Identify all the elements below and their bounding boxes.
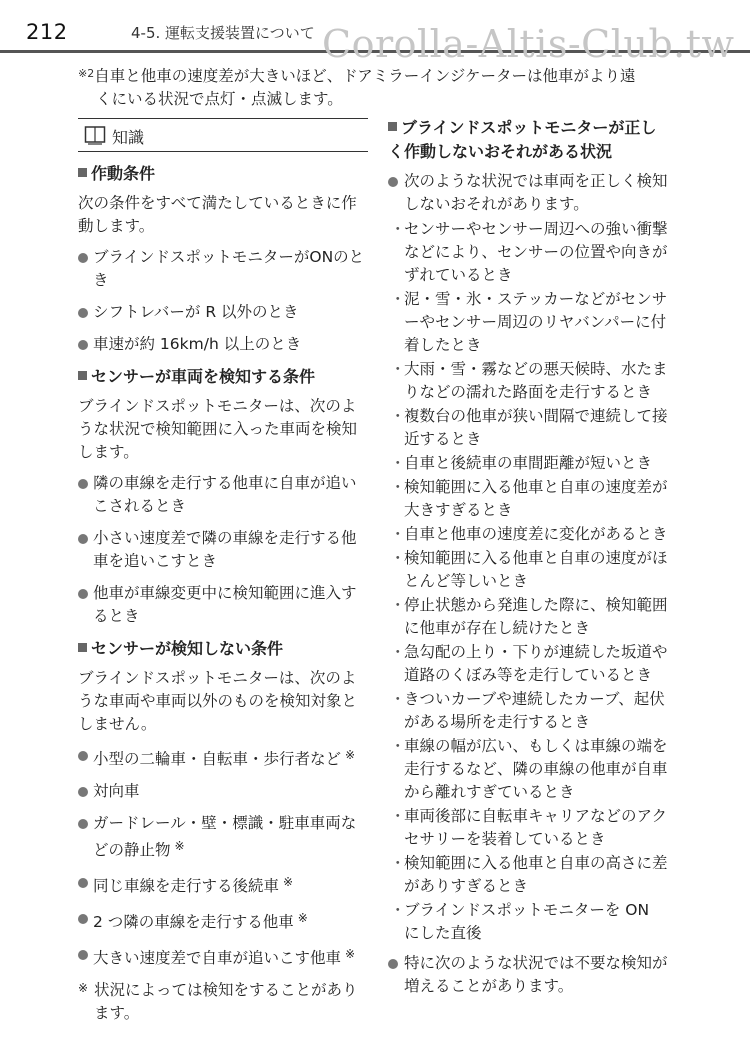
- bullet-item: [78, 333, 368, 356]
- sub-item-text: 検知範囲に入る他車と自車の速度がほとんど等しいとき: [404, 549, 668, 590]
- bullet-item: [78, 472, 368, 518]
- sub-item-marker: ・: [390, 478, 406, 496]
- sub-item-text: 車線の幅が広い、もしくは車線の端を走行するなど、隣の車線の他車が自車から離れすぎているとき: [404, 737, 668, 801]
- sub-item-text: 大雨・雪・霧などの悪天候時、水たまりなどの濡れた路面を走行するとき: [404, 360, 668, 401]
- knowledge-label: 知識: [112, 128, 145, 147]
- sub-item-marker: ・: [390, 643, 406, 661]
- knowledge-box: [78, 118, 368, 152]
- page-number: 212: [26, 20, 68, 44]
- bullet-dot-icon: [78, 589, 88, 599]
- bullet-item: [78, 812, 368, 862]
- bullet-list: [78, 744, 368, 970]
- sub-item-text: センサーやセンサー周辺への強い衝撃などにより、センサーの位置や向きがずれているとき: [404, 220, 668, 284]
- sub-item-marker: ・: [390, 290, 406, 308]
- sub-item: [388, 547, 668, 593]
- sub-item: [388, 476, 668, 522]
- bullet-item: [78, 871, 368, 898]
- bullet-dot-icon: [78, 340, 88, 350]
- sub-item-marker: ・: [390, 901, 406, 919]
- bullet-item: 特に次のような状況では不要な検知が増えることがあります。: [388, 952, 668, 998]
- bullet-dot-icon: [78, 751, 88, 761]
- sub-item-marker: ・: [390, 549, 406, 567]
- bullet-item: [78, 527, 368, 573]
- heading-malfunction-conditions: ブラインドスポットモニターが正しく作動しないおそれがある状況: [388, 118, 657, 161]
- sub-item-marker: ・: [390, 690, 406, 708]
- heading-operating-conditions: 作動条件: [78, 162, 368, 186]
- bullet-text: 小さい速度差で隣の車線を走行する他車を追いこすとき: [93, 529, 357, 570]
- bullet-dot-icon: [78, 787, 88, 797]
- watermark: Corolla-Altis-Club.tw: [322, 22, 735, 66]
- paragraph: 次の条件をすべて満たしているときに作動します。: [78, 194, 357, 235]
- square-bullet-icon: [78, 371, 87, 380]
- bullet-dot-icon: [388, 959, 398, 969]
- sub-item-text: きついカーブや連続したカーブ、起伏がある場所を走行するとき: [404, 690, 665, 731]
- bullet-dot-icon: [78, 253, 88, 263]
- section-title: 4-5. 運転支援装置について: [131, 24, 315, 42]
- right-column: [388, 116, 668, 1000]
- heading-detect-conditions: センサーが車両を検知する条件: [78, 365, 368, 389]
- footnote-reference: ※: [297, 911, 308, 925]
- sub-item-marker: ・: [390, 807, 406, 825]
- bullet-list: [78, 472, 368, 628]
- sub-item-marker: ・: [390, 596, 406, 614]
- sub-item: [388, 735, 668, 804]
- sub-item: [388, 594, 668, 640]
- book-icon: [84, 125, 106, 145]
- bullet-dot-icon: [78, 914, 88, 924]
- top-footnote: [78, 62, 678, 111]
- sub-item: [388, 523, 668, 546]
- sub-item-text: 泥・雪・氷・ステッカーなどがセンサーやセンサー周辺のリヤバンパーに付着したとき: [404, 290, 668, 354]
- sub-item-marker: ・: [390, 737, 406, 755]
- sub-item-marker: ・: [390, 525, 406, 543]
- sub-item-text: 自車と後続車の車間距離が短いとき: [404, 454, 653, 472]
- bullet-item: [78, 744, 368, 771]
- sub-item-text: 検知範囲に入る他車と自車の高さに差がありすぎるとき: [404, 854, 668, 895]
- sub-item: [388, 405, 668, 451]
- bullet-text: ガードレール・壁・標識・駐車車両などの静止物: [93, 814, 357, 859]
- bullet-text: ブラインドスポットモニターがONのとき: [93, 248, 365, 289]
- bullet-text: 小型の二輪車・自転車・歩行者など: [93, 750, 342, 768]
- sub-item: [388, 688, 668, 734]
- bullet-text: 大きい速度差で自車が追いこす他車: [93, 949, 342, 967]
- footnote-marker: ※2: [78, 67, 95, 80]
- square-bullet-icon: [388, 122, 397, 131]
- footnote: [78, 979, 368, 1025]
- bullet-item: [78, 907, 368, 934]
- sub-item-text: ブラインドスポットモニターを ON にした直後: [404, 901, 650, 942]
- footnote-reference: ※: [345, 947, 356, 961]
- sub-item-text: 検知範囲に入る他車と自車の速度差が大きすぎるとき: [404, 478, 668, 519]
- bullet-item: [78, 301, 368, 324]
- sub-item: [388, 899, 668, 945]
- sub-item: [388, 218, 668, 287]
- footnote-text: 状況によっては検知をすることがあります。: [94, 981, 358, 1022]
- bullet-dot-icon: [388, 177, 398, 187]
- bullet-text: 対向車: [93, 782, 140, 800]
- sub-item: [388, 805, 668, 851]
- sub-item: [388, 358, 668, 404]
- sub-item-marker: ・: [390, 454, 406, 472]
- bullet-text: シフトレバーが R 以外のとき: [93, 303, 299, 321]
- sub-item-marker: ・: [390, 360, 406, 378]
- sub-item-marker: ・: [390, 854, 406, 872]
- sub-item: [388, 852, 668, 898]
- bullet-dot-icon: [78, 534, 88, 544]
- sub-item: [388, 288, 668, 357]
- bullet-text: 車速が約 16km/h 以上のとき: [93, 335, 302, 353]
- bullet-dot-icon: [78, 819, 88, 829]
- bullet-dot-icon: [78, 950, 88, 960]
- paragraph: ブラインドスポットモニターは、次のような車両や車両以外のものを検知対象としません。: [78, 669, 358, 733]
- bullet-text: 他車が車線変更中に検知範囲に進入するとき: [93, 584, 357, 625]
- sub-item-text: 車両後部に自転車キャリアなどのアクセサリーを装着しているとき: [404, 807, 668, 848]
- footnote-reference: ※: [345, 748, 356, 762]
- bullet-text: 隣の車線を走行する他車に自車が追いこされるとき: [93, 474, 357, 515]
- bullet-item: 次のような状況では車両を正しく検知しないおそれがあります。: [388, 170, 668, 216]
- sub-item-marker: ・: [390, 220, 406, 238]
- sub-item-text: 急勾配の上り・下りが連続した坂道や道路のくぼみ等を走行しているとき: [404, 643, 668, 684]
- bullet-item: [78, 780, 368, 803]
- heading-non-detect-conditions: センサーが検知しない条件: [78, 637, 368, 661]
- bullet-item: [78, 582, 368, 628]
- footnote-line-1: 自車と他車の速度差が大きいほど、ドアミラーインジケーターは他車がより遠: [94, 67, 636, 85]
- sub-item-marker: ・: [390, 407, 406, 425]
- bullet-item: [78, 943, 368, 970]
- footnote-line-2: くにいる状況で点灯・点滅します。: [96, 90, 343, 108]
- bullet-list: [78, 246, 368, 356]
- bullet-dot-icon: [78, 308, 88, 318]
- square-bullet-icon: [78, 643, 87, 652]
- left-column: [78, 118, 368, 1025]
- sub-item-text: 自車と他車の速度差に変化があるとき: [404, 525, 668, 543]
- sub-item: [388, 452, 668, 475]
- bullet-dot-icon: [78, 878, 88, 888]
- footnote-reference: ※: [174, 839, 185, 853]
- sub-item-text: 複数台の他車が狭い間隔で連続して接近するとき: [404, 407, 668, 448]
- footnote-marker: ※: [78, 981, 89, 995]
- sub-item: [388, 641, 668, 687]
- bullet-text: 2 つ隣の車線を走行する他車: [93, 913, 294, 931]
- paragraph: ブラインドスポットモニターは、次のような状況で検知範囲に入った車両を検知します。: [78, 397, 358, 461]
- footnote-reference: ※: [283, 875, 294, 889]
- bullet-text: 同じ車線を走行する後続車: [93, 877, 280, 895]
- sub-item-text: 停止状態から発進した際に、検知範囲に他車が存在し続けたとき: [404, 596, 668, 637]
- bullet-item: [78, 246, 368, 292]
- sub-list: [388, 218, 668, 945]
- square-bullet-icon: [78, 168, 87, 177]
- bullet-dot-icon: [78, 479, 88, 489]
